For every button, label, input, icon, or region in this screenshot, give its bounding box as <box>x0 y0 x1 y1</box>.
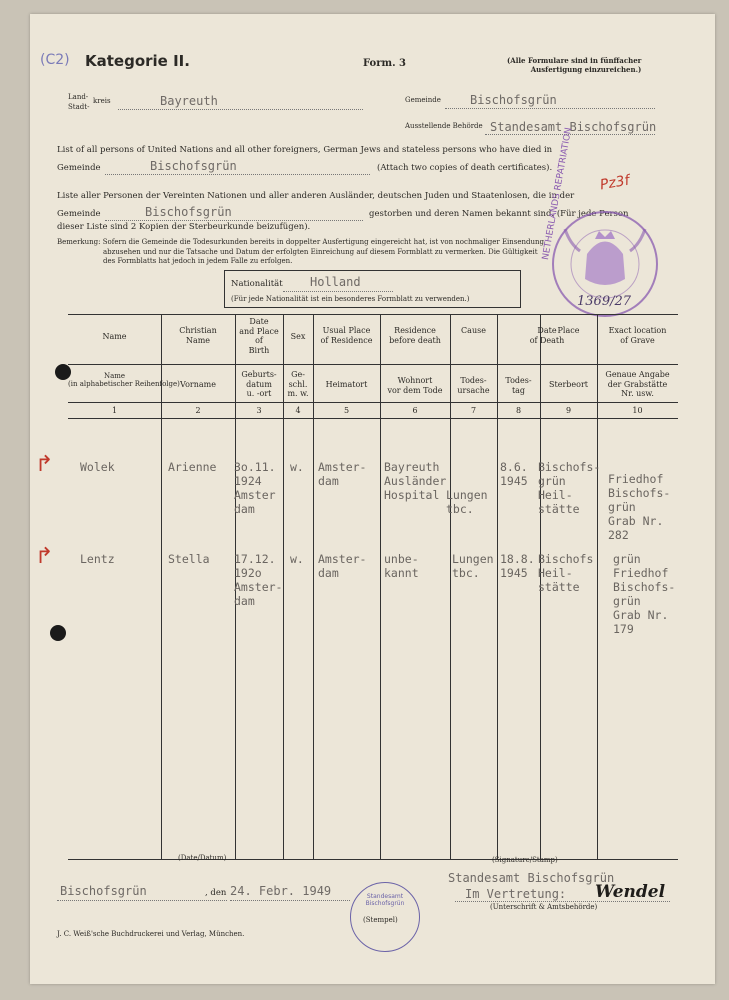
row-1-place: Bischofs- grün Heil- stätte <box>538 460 601 516</box>
form-sheet <box>30 14 715 984</box>
german-gemeinde-label: Gemeinde <box>57 209 101 219</box>
signature: Wendel <box>595 882 666 902</box>
nationality-label: Nationalität <box>231 279 283 289</box>
repatriation-stamp <box>535 126 685 324</box>
nationality-value: Holland <box>310 275 361 289</box>
german-copies-line: dieser Liste sind 2 Kopien der Sterbeurkunde beizufügen). <box>57 222 311 232</box>
row-2-sex: w. <box>290 552 304 566</box>
english-attach-note: (Attach two copies of death certificates). <box>377 163 553 173</box>
signature-caption: (Signature/Stamp) <box>492 856 558 864</box>
nationality-note: (Für jede Nationalität ist ein besonderes Formblatt zu verwenden.) <box>231 295 470 303</box>
category-title: Kategorie II. <box>85 52 190 70</box>
col-4-header-de: Ge- schl. m. w. <box>287 370 309 399</box>
german-gemeinde-value: Bischofsgrün <box>145 205 232 219</box>
row-1-birth: 3o.11. 1924 Amster dam <box>234 460 276 516</box>
col-9-number: 9 <box>565 406 572 415</box>
row-2-residence: Amster- dam <box>318 552 367 580</box>
stamp-initials: Pz3f <box>598 172 631 194</box>
col-3-number: 3 <box>256 406 262 415</box>
signature-line <box>455 901 670 902</box>
row-1-vorname: Arienne <box>168 460 217 474</box>
date-caption: (Date/Datum) <box>178 854 227 862</box>
row-2-grave: grün Friedhof Bischofs- grün Grab Nr. 179 <box>613 552 676 636</box>
col-8-header-de: Todes- tag <box>505 376 532 395</box>
row-1-before-death: Bayreuth Ausländer Hospital <box>384 460 447 502</box>
col-8-number: 8 <box>515 406 522 415</box>
copies-note: (Alle Formulare sind in fünffacher Ausfertigung einzureichen.) <box>507 56 642 74</box>
english-gemeinde-line <box>105 174 370 175</box>
english-list-line: List of all persons of United Nations and all other foreigners, German Jews and stateless persons who have died in <box>57 145 553 155</box>
footer-place: Bischofsgrün <box>60 884 147 898</box>
row-1-date: 8.6. 1945 <box>500 460 528 488</box>
row-2-check-mark: ↱ <box>35 544 54 569</box>
table-subheader-divider <box>68 402 678 403</box>
den-label: , den <box>205 888 227 898</box>
col-3-header-de: Geburts- datum u. -ort <box>241 370 277 399</box>
col-divider-7 <box>497 314 498 859</box>
margin-note: (C2) <box>40 52 70 68</box>
gemeinde-line <box>445 108 655 109</box>
place-line <box>57 900 227 901</box>
col-5-number: 5 <box>343 406 350 415</box>
row-1-name: Wolek <box>80 460 115 474</box>
col-6-header-de: Wohnort vor dem Tode <box>387 376 443 395</box>
printer-credit: J. C. Weiß'sche Buchdruckerei und Verlag, München. <box>57 930 245 938</box>
col-divider-1 <box>161 314 162 859</box>
gemeinde-label: Gemeinde <box>405 96 441 104</box>
form-number: Form. 3 <box>363 58 406 69</box>
col-4-number: 4 <box>295 406 301 415</box>
col-divider-4 <box>313 314 314 859</box>
row-2-date: 18.8. 1945 <box>500 552 535 580</box>
col-4-header-en: Sex <box>290 332 306 341</box>
col-10-header-en: Exact location of Grave <box>608 326 667 345</box>
footer-deputy: Im Vertretung: <box>465 887 567 901</box>
col-6-header-en: Residence before death <box>389 326 441 345</box>
stamp-ring-text: NETHERLANDS REPATRIATION <box>541 126 575 261</box>
col-1-header-de: Name (in alphabetischer Reihenfolge) <box>68 372 180 389</box>
col-5-header-de: Heimatort <box>325 380 368 389</box>
gemeinde-value: Bischofsgrün <box>470 93 557 107</box>
col-5-header-en: Usual Place of Residence <box>320 326 373 345</box>
col-9-header-en: Place <box>557 326 580 335</box>
german-gemeinde-line <box>105 220 363 221</box>
table-bottom-line <box>68 859 678 860</box>
seal-text: Standesamt Bischofsgrün <box>365 893 405 907</box>
remark-text: Bemerkung: Sofern die Gemeinde die Todesurkunden bereits in doppelter Ausfertigung eingereicht hat, ist von nochmaliger Einsendung abzusehen und nur die Tatsache und Datum der erfolgten Einreichung auf diesem Formblatt zu vermerken. Die Gültigkeit des Formblatts hat jedoch in jedem Falle zu erfolgen. <box>57 238 545 265</box>
land-stadt-label: Land- Stadt- <box>68 93 90 111</box>
row-1-sex: w. <box>290 460 304 474</box>
kreis-line <box>118 109 363 110</box>
table-header-divider <box>68 364 678 365</box>
table-top-line <box>68 314 678 315</box>
punch-hole-bottom <box>50 625 66 641</box>
col-1-header-en: Name <box>102 332 127 341</box>
english-gemeinde-value: Bischofsgrün <box>150 159 237 173</box>
row-2-name: Lentz <box>80 552 115 566</box>
deaths-table <box>68 314 678 859</box>
col-7-header-en: Cause <box>461 326 486 335</box>
nationality-line <box>283 291 393 292</box>
official-seal <box>350 882 420 952</box>
row-2-before-death: unbe- kannt <box>384 552 419 580</box>
col-divider-6 <box>450 314 451 859</box>
footer-office: Standesamt Bischofsgrün <box>448 871 615 885</box>
behoerde-label: Ausstellende Behörde <box>405 122 483 130</box>
row-1-residence: Amster- dam <box>318 460 367 488</box>
col-6-number: 6 <box>412 406 418 415</box>
row-1-check-mark: ↱ <box>35 452 54 477</box>
footer-date: 24. Febr. 1949 <box>230 884 332 898</box>
col-10-number: 10 <box>632 406 643 415</box>
col-7-header-de: Todes- ursache <box>457 376 490 395</box>
table-number-divider <box>68 418 678 419</box>
col-2-number: 2 <box>195 406 201 415</box>
col-9-header-de: Sterbeort <box>549 380 588 389</box>
col-1-number: 1 <box>111 406 118 415</box>
col-8-header-en: Date of Death <box>529 326 565 345</box>
behoerde-value: Standesamt Bischofsgrün <box>490 120 657 134</box>
row-2-birth: 17.12. 192o Amster- dam <box>234 552 283 608</box>
german-list-line: Liste aller Personen der Vereinten Nationen und aller anderen Ausländer, deutschen Juden und Staatenlosen, die in der <box>57 191 575 201</box>
col-7-number: 7 <box>470 406 477 415</box>
german-died-line: gestorben und deren Namen bekannt sind. (Für jede Person <box>369 209 629 219</box>
row-2-cause: Lungen tbc. <box>452 552 494 580</box>
kreis-value: Bayreuth <box>160 94 218 108</box>
kreis-label: kreis <box>93 97 111 105</box>
col-3-header-en: Date and Place of Birth <box>239 317 279 355</box>
row-1-grave: Friedhof Bischofs- grün Grab Nr. 282 <box>608 472 671 542</box>
row-2-vorname: Stella <box>168 552 210 566</box>
row-2-place: Bischofs Heil- stätte <box>538 552 594 594</box>
nationality-box <box>224 270 521 308</box>
sign-caption: (Unterschrift & Amtsbehörde) <box>490 903 598 911</box>
stamp-number: 1369/27 <box>577 294 632 309</box>
stempel-caption: (Stempel) <box>363 916 398 924</box>
col-2-header-de: Vorname <box>180 380 216 389</box>
col-10-header-de: Genaue Angabe der Grabstätte Nr. usw. <box>605 370 670 399</box>
col-2-header-en: Christian Name <box>179 326 217 345</box>
date-line <box>230 900 350 901</box>
col-divider-5 <box>380 314 381 859</box>
english-gemeinde-label: Gemeinde <box>57 163 101 173</box>
row-1-cause: Lungen tbc. <box>446 488 488 516</box>
